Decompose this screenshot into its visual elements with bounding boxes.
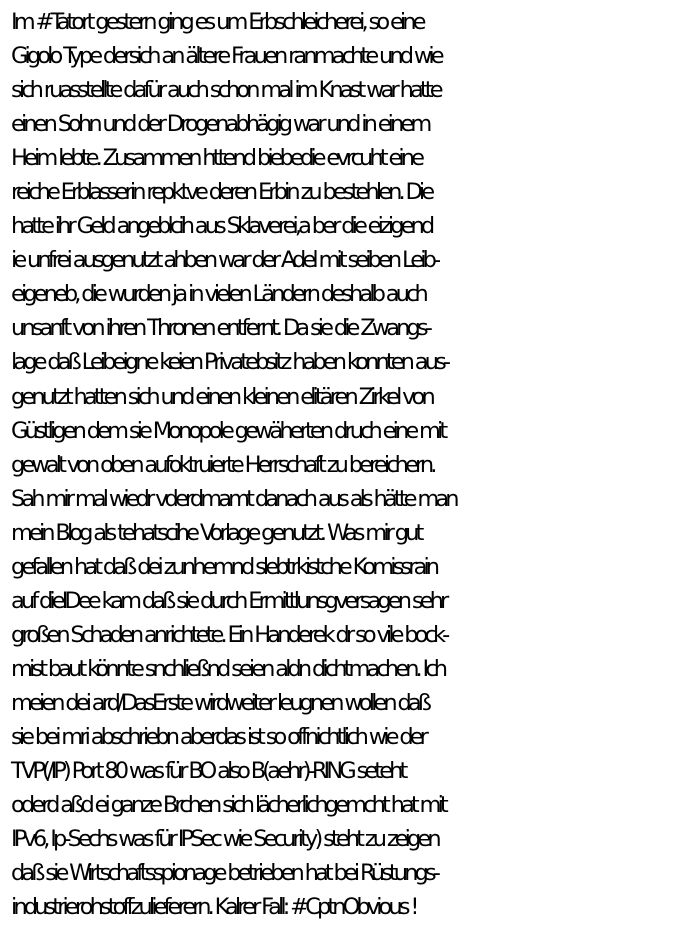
text-line: Heim lebte. Zusammen httend biebedie evrcuht eine [11, 145, 422, 172]
text-line: hatte ihr Geld angeblcih aus Sklaverei,a ber die eizigend [11, 213, 432, 240]
text-line: daß sie Wirtschaftsspionage betrieben hat bei Rüstungs- [11, 860, 437, 887]
text-line: Im #Tatort gestern ging es um Erbschleicherei, so eine [11, 9, 423, 35]
text-line: IPv6, Ip-Sechs was für IPSec wie Security) steht zu zeigen [11, 826, 438, 853]
text-line: einen Sohn und der Drogenabhägig war und in einem [11, 111, 429, 138]
text-line: mist baut könnte snchließnd seien aldn dichtmachen. Ich [11, 655, 445, 682]
text-line: oderd aßd ei ganze Brchen sich lächerlichgemcht hat mit [11, 792, 445, 819]
text-line: sie bei mri abschriebn aberdas ist so offnichtlich wie der [11, 723, 426, 750]
text-line: lage daß Leibeigne keien Privatebsitz haben konnten aus- [11, 349, 448, 376]
text-line: Güstligen dem sie Monopole gewäherten druch eine mit [11, 417, 445, 444]
text-line: eigeneb, die wurden ja in vielen Ländern deshalb auch [11, 281, 425, 308]
text-line: industrierohstoffzulieferern. Kalrer Fall: #CptnObvious ! [11, 894, 416, 921]
body-text [11, 5, 683, 924]
text-line: ie unfrei ausgenutzt ahben war der Adel mit seiben Leib- [11, 247, 438, 274]
text-line: reiche Erblasserin repktve deren Erbin zu bestehlen. Die [11, 179, 432, 206]
text-line: Sah mir mal wiedr vderdmamt danach aus als hätte man [11, 485, 456, 512]
text-line: meien dei ard/DasErste wirdweiter leugnen wollen daß [11, 689, 429, 716]
text-line: großen Schaden anrichtete. Ein Handerek dr so vile bock- [11, 621, 447, 648]
text-line: TVP(/IP) Port 80 was für BO also B(aehr)-RING seteht [11, 758, 405, 785]
text-line: gewalt von oben aufoktruierte Herrschaft zu bereichern. [11, 451, 434, 478]
text-line: sich ruasstellte dafür auch schon mal im Knast war hatte [11, 77, 440, 104]
text-line: unsanft von ihren Thronen entfernt. Da sie die Zwangs- [11, 315, 429, 342]
text-line: genutzt hatten sich und einen kleinen elitären Zirkel von [11, 383, 432, 410]
text-line: gefallen hat daß dei zunhemnd slebtrkistche Komissrain [11, 553, 437, 580]
text-line: mein Blog als tehatscihe Vorlage genutzt. Was mir gut [11, 519, 421, 546]
text-line: auf dieIDee kam daß sie durch Ermittlunsgversagen sehr [11, 587, 446, 614]
text-line: Gigolo Type dersich an ältere Frauen ranmachte und wie [11, 43, 441, 70]
